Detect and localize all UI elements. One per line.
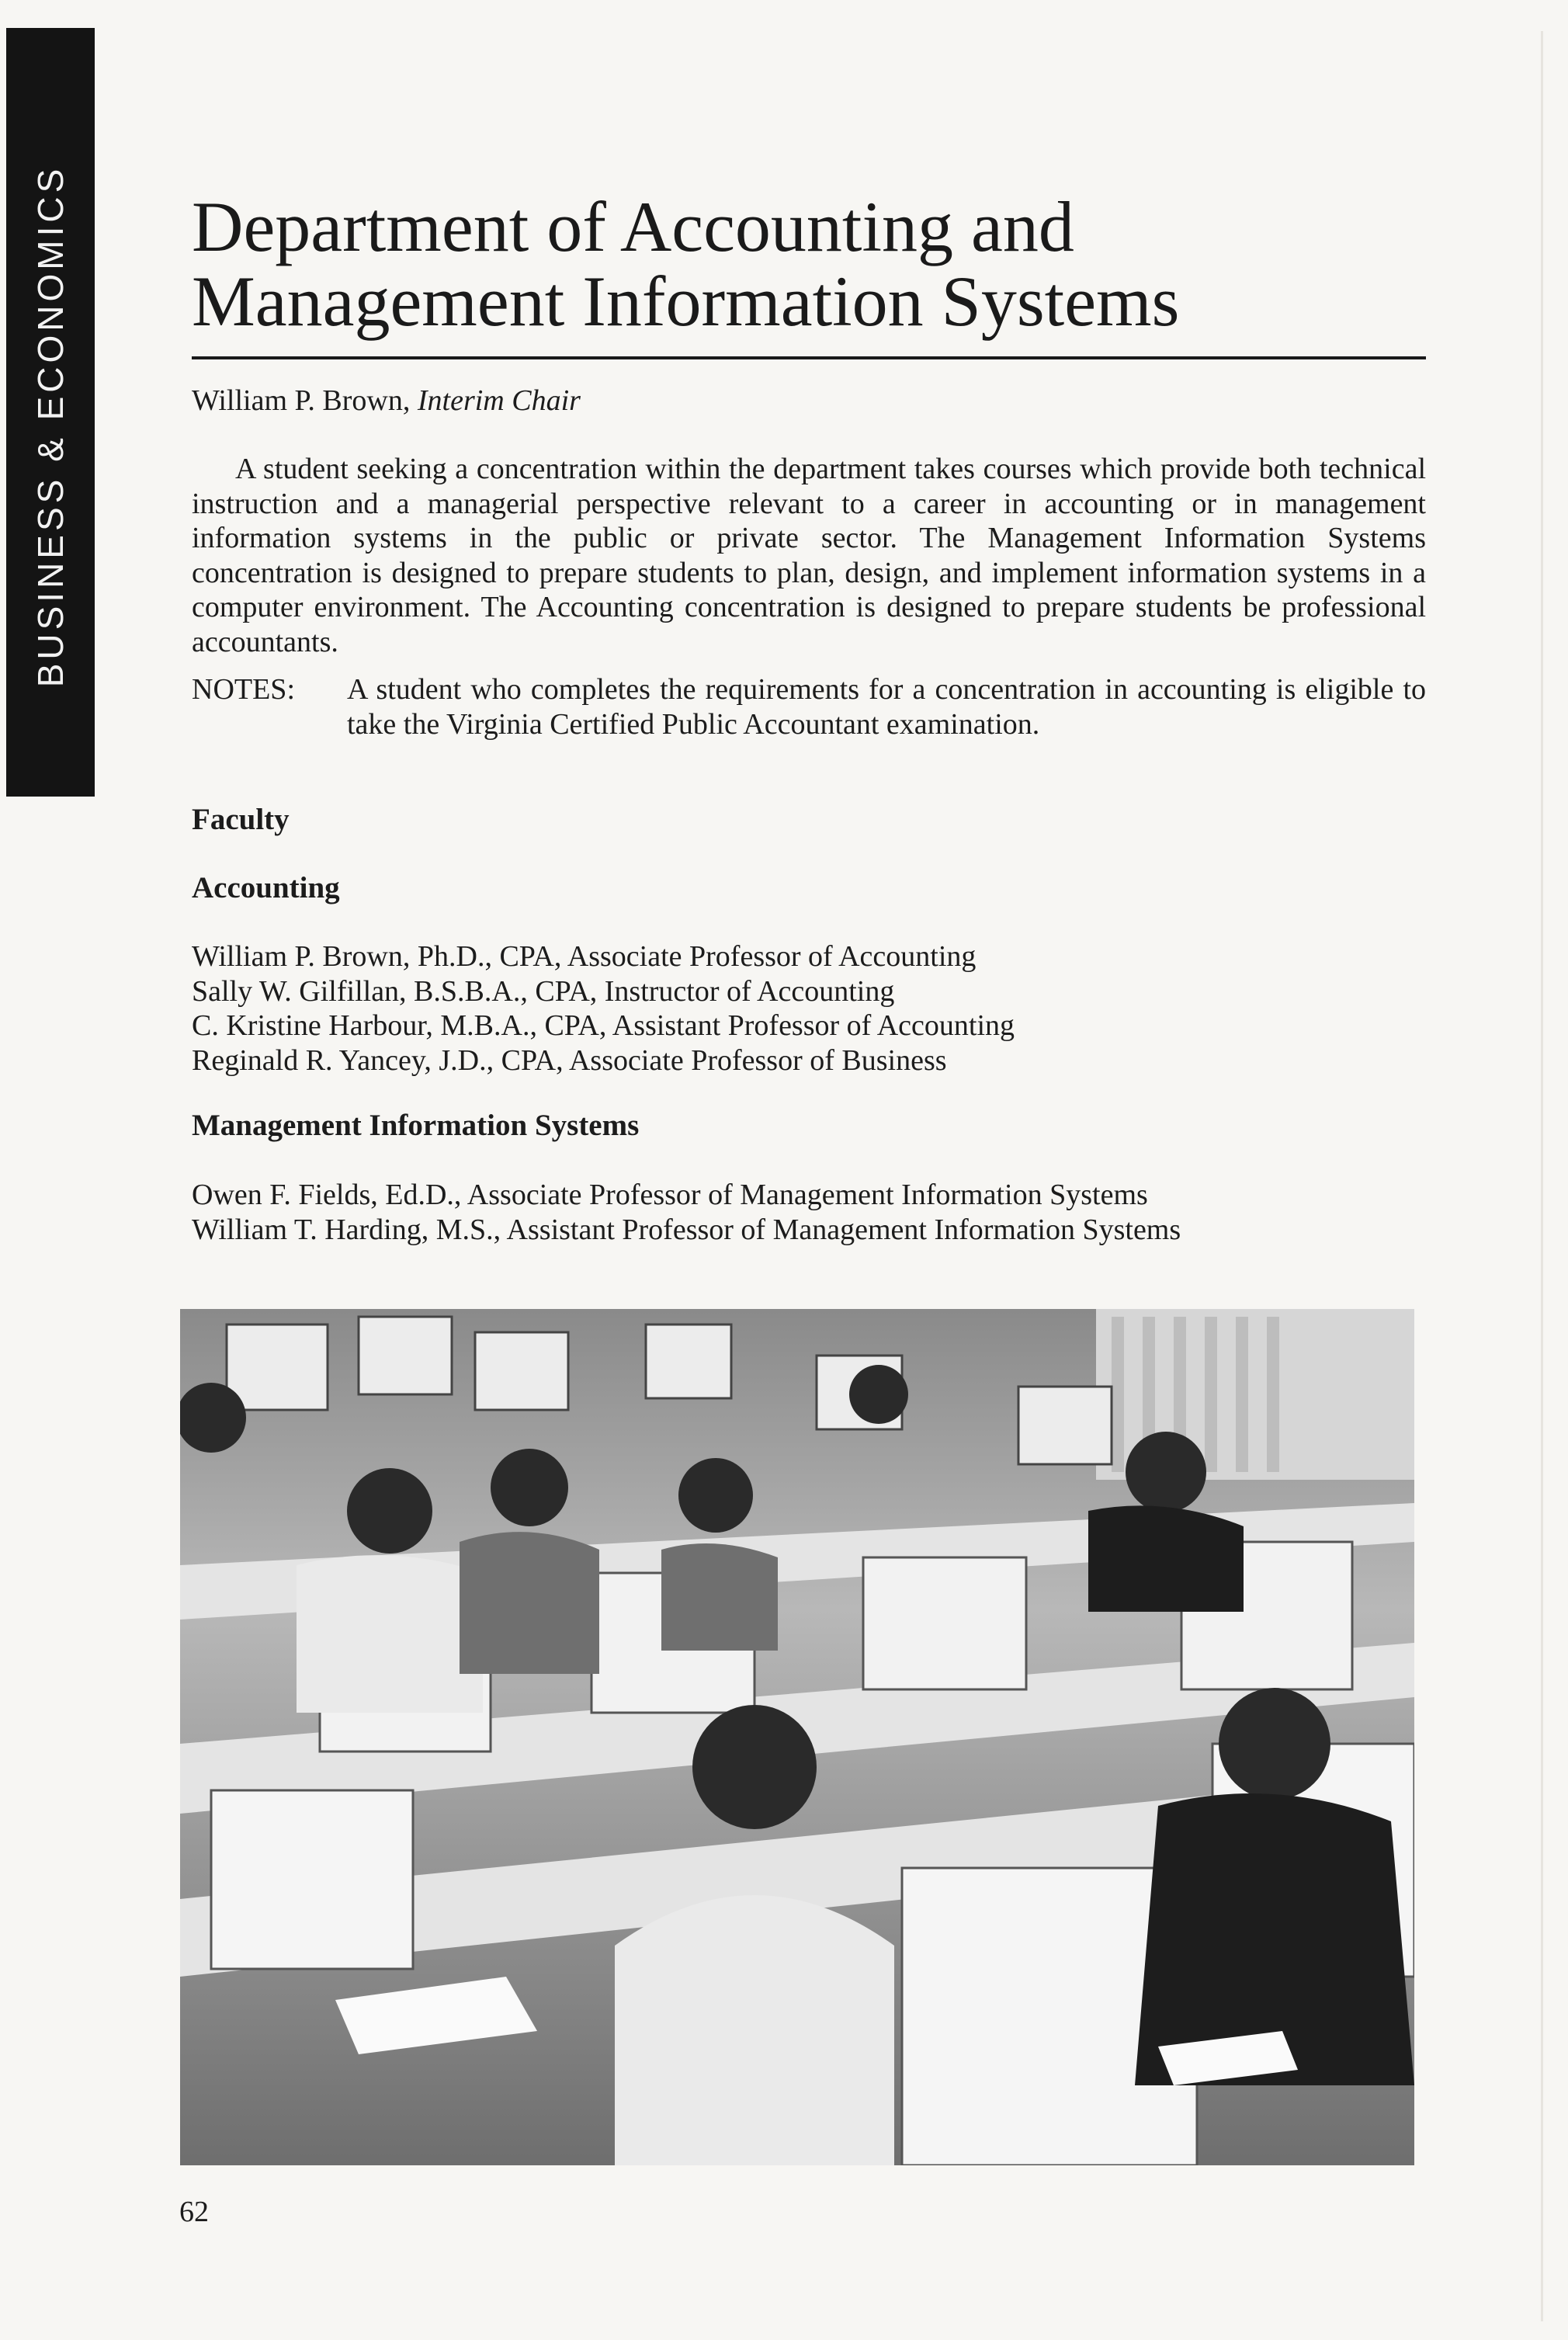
faculty-member: C. Kristine Harbour, M.B.A., CPA, Assistant Professor of Accounting — [192, 1009, 1015, 1042]
faculty-member: Reginald R. Yancey, J.D., CPA, Associate Professor of Business — [192, 1043, 947, 1077]
chair-role: Interim Chair — [417, 384, 581, 417]
intro-paragraph: A student seeking a concentration within the department takes courses which provide both technical instruction and a managerial perspective relevant to a career in accounting or in management information systems in the public or private sector. The Management Information Systems concentration is designed to prepare students to plan, design, and implement information systems in a computer environment. The Accounting concentration is designed to prepare students be professional accountants. — [192, 453, 1426, 658]
faculty-member: Owen F. Fields, Ed.D., Associate Professor of Management Information Systems — [192, 1179, 1148, 1211]
faculty-member: William P. Brown, Ph.D., CPA, Associate Professor of Accounting — [192, 940, 977, 973]
accounting-faculty-list — [192, 939, 1015, 1078]
page-title: Department of Accounting and Management Information Systems — [192, 187, 1180, 341]
mis-heading: Management Information Systems — [192, 1109, 640, 1142]
faculty-member: William T. Harding, M.S., Assistant Professor of Management Information Systems — [192, 1213, 1181, 1246]
chair-line — [192, 384, 581, 418]
page-edge-line — [1541, 31, 1543, 2321]
section-side-tab-label: BUSINESS & ECONOMICS — [30, 165, 71, 688]
section-side-tab — [6, 28, 95, 797]
notes-text: A student who completes the requirements for a concentration in accounting is eligible to take the Virginia Certified Public Accountant examination. — [347, 673, 1426, 741]
mis-faculty-list — [192, 1178, 1181, 1247]
faculty-heading: Faculty — [192, 803, 290, 836]
chair-name: William P. Brown, — [192, 384, 411, 417]
page-number: 62 — [179, 2196, 209, 2228]
computer-lab-photo — [180, 1309, 1414, 2165]
accounting-heading: Accounting — [192, 871, 340, 904]
faculty-member: Sally W. Gilfillan, B.S.B.A., CPA, Instructor of Accounting — [192, 974, 895, 1008]
title-rule — [192, 356, 1426, 359]
notes-label: NOTES: — [192, 673, 295, 706]
